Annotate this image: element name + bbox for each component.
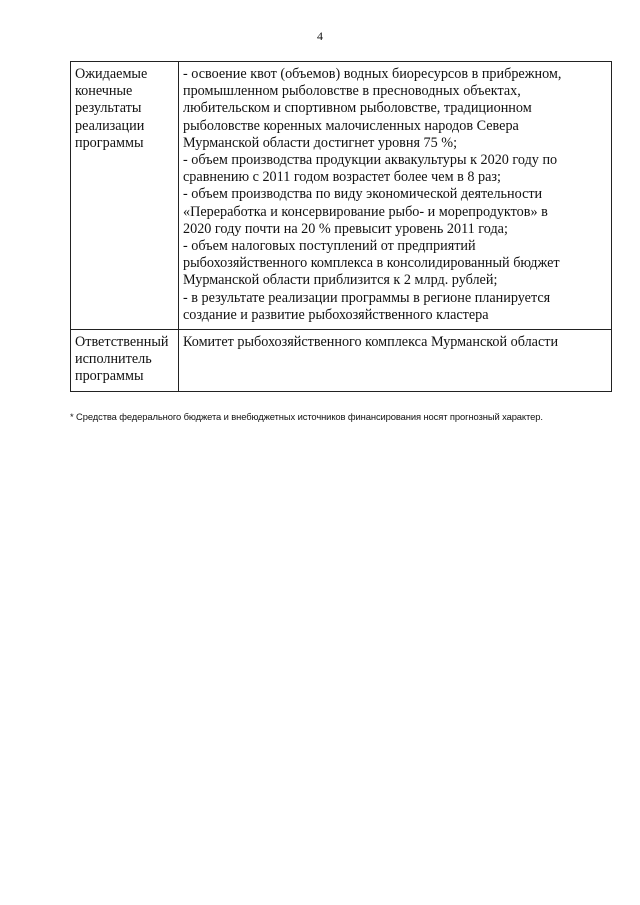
label-line: программы: [75, 134, 144, 151]
footnote: * Средства федерального бюджета и внебюджетных источников финансирования носят прогнозный характер.: [70, 411, 543, 422]
label-line: исполнитель: [75, 351, 152, 368]
content-line: - освоение квот (объемов) водных биоресурсов в прибрежном,: [183, 66, 562, 82]
content-line: 2020 году почти на 20 % превысит уровень 2011 года;: [183, 220, 508, 237]
label-line: реализации: [75, 117, 145, 134]
label-line: программы: [75, 368, 144, 385]
content-line: рыбохозяйственного комплекса в консолидированный бюджет: [183, 255, 560, 272]
content-line: любительском и спортивном рыболовстве, традиционном: [183, 100, 532, 117]
page-number: 4: [317, 29, 323, 43]
label-line: конечные: [75, 83, 133, 100]
program-passport-table: [70, 61, 612, 392]
table-row-responsible-executor: [71, 330, 612, 392]
content-line: Комитет рыбохозяйственного комплекса Мурманской области: [183, 334, 559, 351]
content-line: - объем налоговых поступлений от предприятий: [183, 238, 476, 255]
content-line: «Переработка и консервирование рыбо- и морепродуктов» в: [183, 203, 548, 220]
label-line: результаты: [75, 100, 142, 117]
content-line: сравнению с 2011 годом возрастет более чем в 8 раз;: [183, 169, 501, 186]
label-line: Ожидаемые: [75, 66, 148, 82]
table-row-expected-results: [71, 62, 612, 330]
row-label-responsible-executor: [71, 330, 179, 392]
content-line: рыболовстве коренных малочисленных народов Севера: [183, 117, 519, 134]
label-line: Ответственный: [75, 334, 169, 351]
row-label-expected-results: [71, 62, 179, 330]
row-content-responsible-executor: [179, 330, 612, 392]
content-line: промышленном рыболовстве в пресноводных объектах,: [183, 83, 521, 100]
content-line: - объем производства продукции аквакультуры к 2020 году по: [183, 152, 558, 169]
content-line: - в результате реализации программы в регионе планируется: [183, 289, 551, 306]
content-line: - объем производства по виду экономической деятельности: [183, 186, 543, 203]
content-line: Мурманской области приблизится к 2 млрд. рублей;: [183, 272, 498, 289]
content-line: создание и развитие рыбохозяйственного кластера: [183, 306, 489, 323]
content-line: Мурманской области достигнет уровня 75 %;: [183, 134, 458, 151]
row-content-expected-results: [179, 62, 612, 330]
